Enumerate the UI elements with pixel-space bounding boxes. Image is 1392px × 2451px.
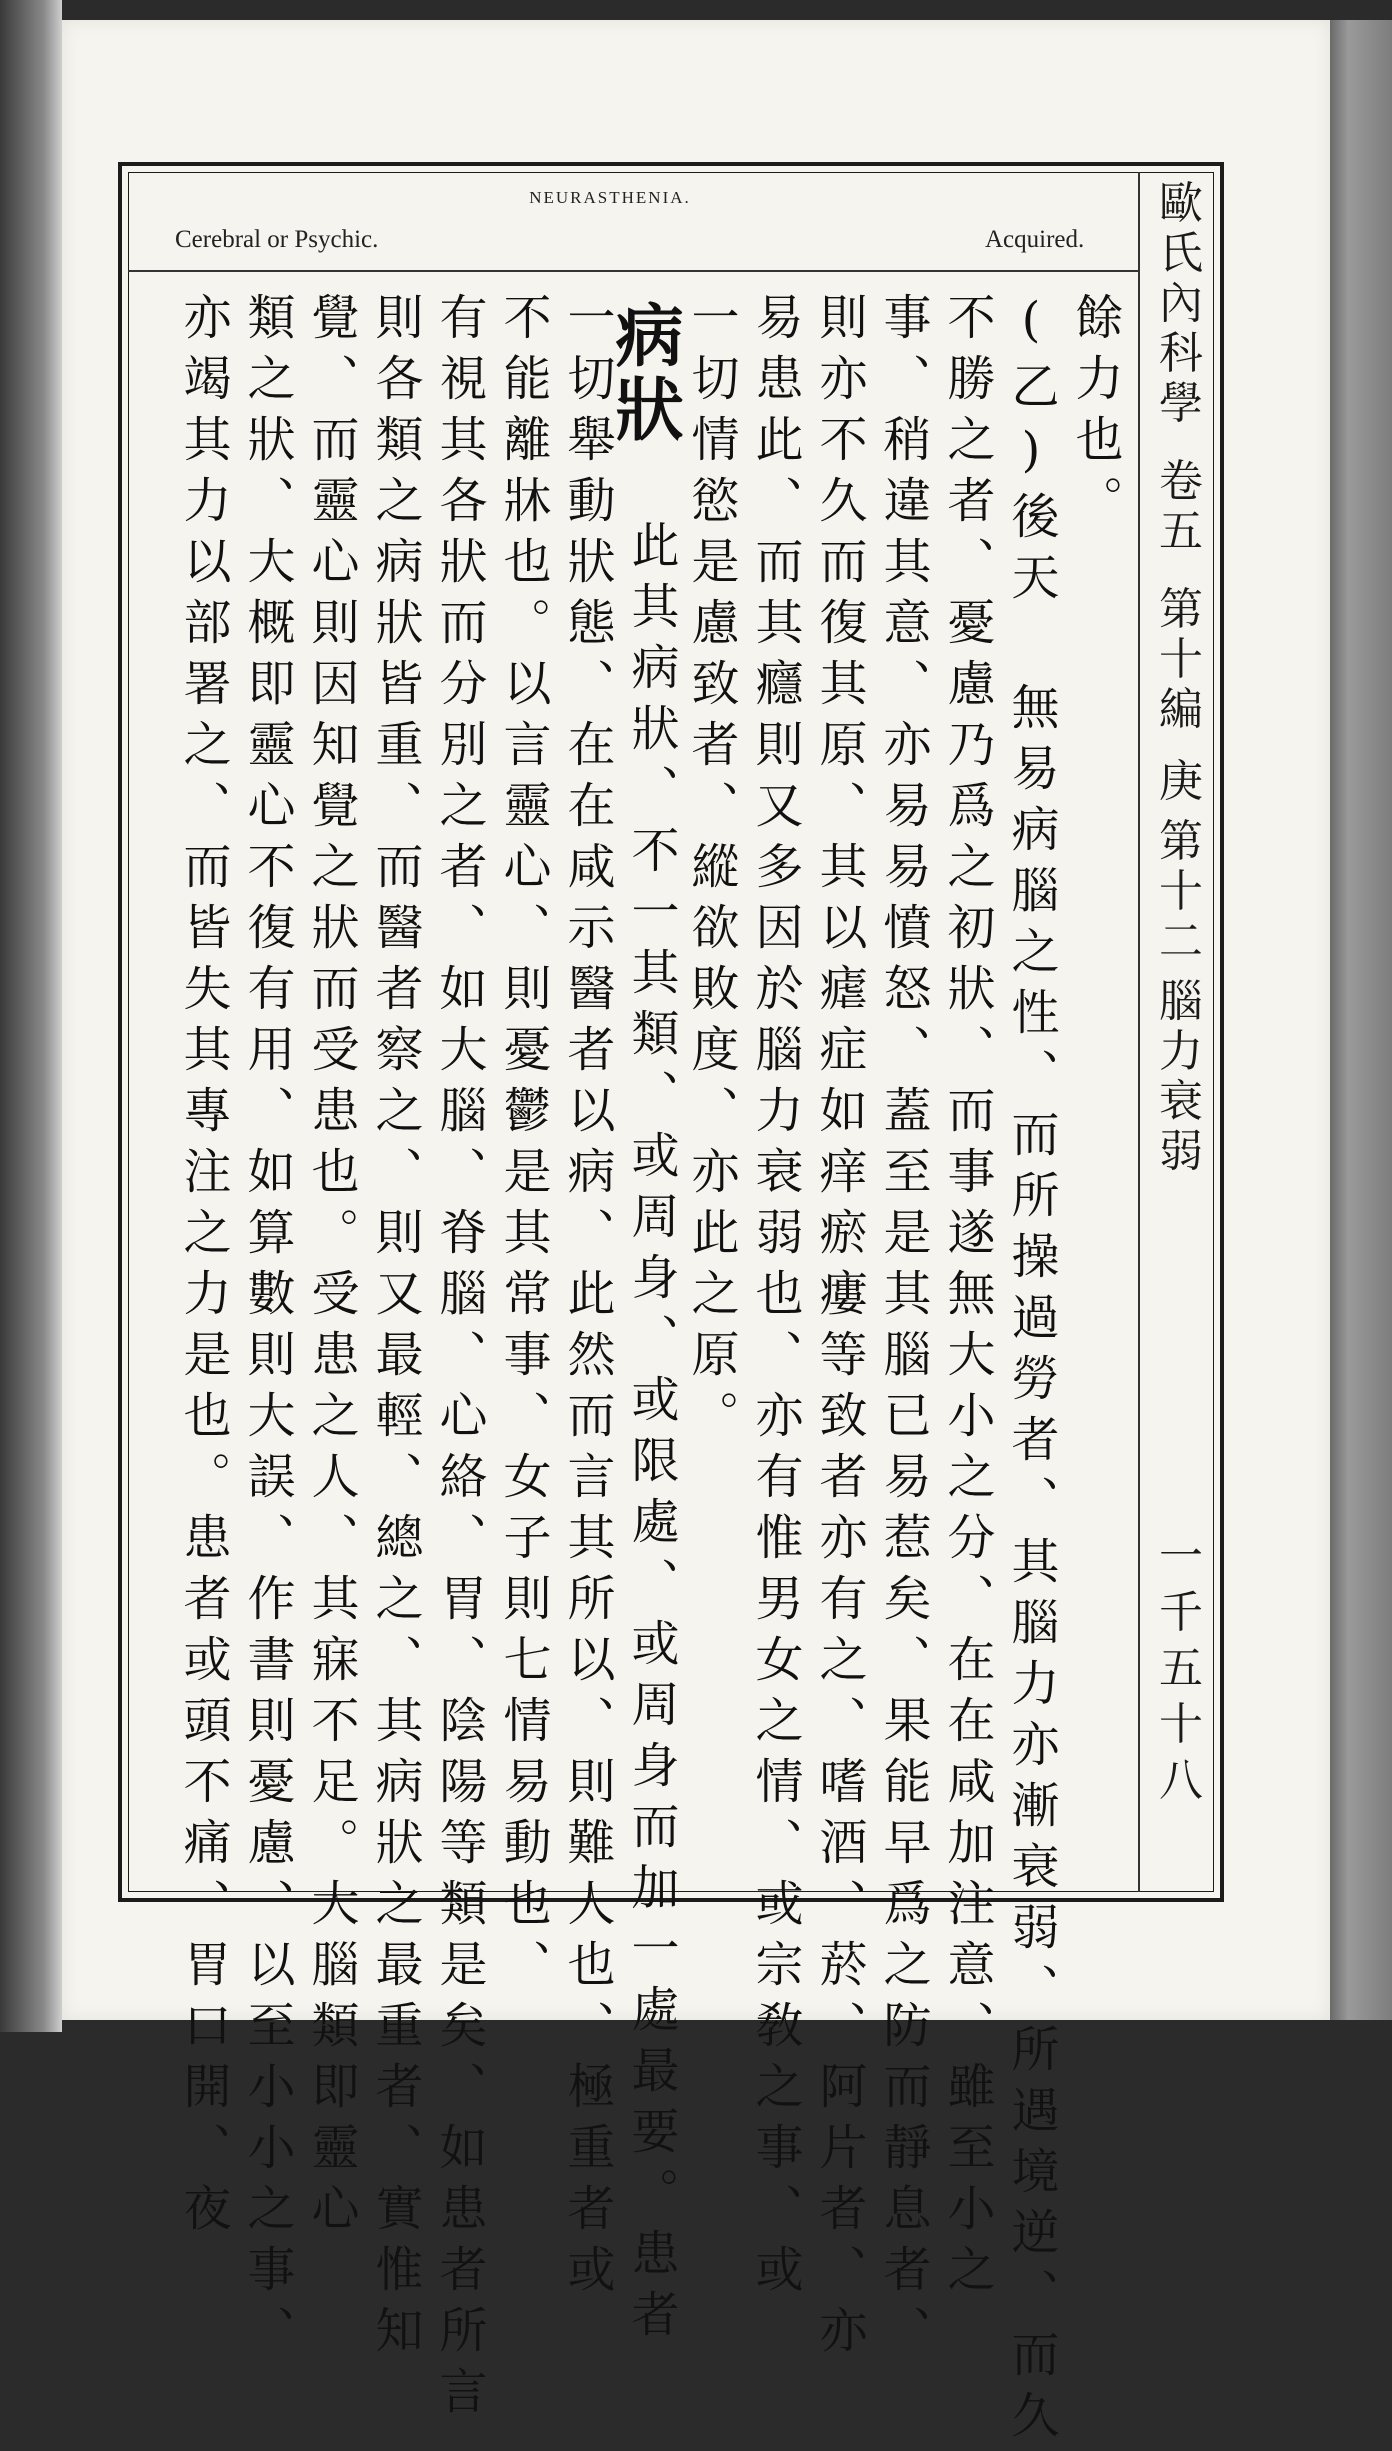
section-heading: 病狀	[604, 300, 684, 448]
category-left: Cerebral or Psychic.	[175, 226, 379, 253]
heading-column-text: 此其病狀、不一其類、或周身、或限處、或周身而加一處最要。患者	[623, 520, 679, 2350]
category-right: Acquired.	[985, 226, 1085, 253]
text-column-12: 覺、而靈心則因知覺之狀而受患也。受患之人、其寐不足。大腦類即靈心	[303, 292, 359, 2244]
text-column-4: 事、稍違其意、亦易易憤怒、蓋至是其腦已易惹矣、果能早爲之防而靜息者、	[875, 292, 931, 2366]
text-column-5: 則亦不久而復其原、其以瘧症如痒瘀瘻等致者亦有之、嗜酒、菸、阿片者、亦	[811, 292, 867, 2366]
text-column-6: 易患此、而其癮則又多因於腦力衰弱也、亦有惟男女之情、或宗敎之事、或	[747, 292, 803, 2305]
text-column-10: 有視其各狀而分別之者、如大腦、脊腦、心絡、胃、陰陽等類是矣、如患者所言	[431, 292, 487, 2427]
page-edge	[1330, 20, 1392, 2020]
text-column-11: 則各類之病狀皆重、而醫者察之、則又最輕、總之、其病狀之最重者、實惟知	[367, 292, 423, 2366]
text-column-2: (乙)後天 無易病腦之性、而所操過勞者、其腦力亦漸衰弱、所遇境逆、而久	[1003, 292, 1059, 2451]
book-gutter	[0, 0, 62, 2032]
text-column-13: 類之狀、大概即靈心不復有用、如算數則大誤、作書則憂慮、以至小小之事、	[239, 292, 295, 2366]
text-column-8: 一切舉動狀態、在在咸示醫者以病、此然而言其所以、則難人也、極重者或	[559, 292, 615, 2305]
book-title: 歐 氏 內 科 學 卷 五 第 十 編 庚 第 十 二 腦 力 衰 弱	[1159, 178, 1203, 1177]
text-column-1: 餘力也。	[1067, 292, 1123, 536]
text-column-14: 亦竭其力以部署之、而皆失其專注之力是也。患者或頭不痛、胃口開、夜	[175, 292, 231, 2244]
margin-rule	[1138, 172, 1140, 1892]
text-column-9: 不能離牀也。以言靈心、則憂鬱是其常事、女子則七情易動也、	[495, 292, 551, 2000]
running-title: NEURASTHENIA.	[529, 188, 691, 207]
page-number: 一 千 五 十 八	[1159, 1531, 1203, 1806]
text-column-3: 不勝之者、憂慮乃爲之初狀、而事遂無大小之分、在在咸加注意、雖至小之	[939, 292, 995, 2305]
header-rule	[128, 270, 1138, 272]
text-column-7: 一切情慾是慮致者、縱欲敗度、亦此之原。	[683, 292, 739, 1451]
